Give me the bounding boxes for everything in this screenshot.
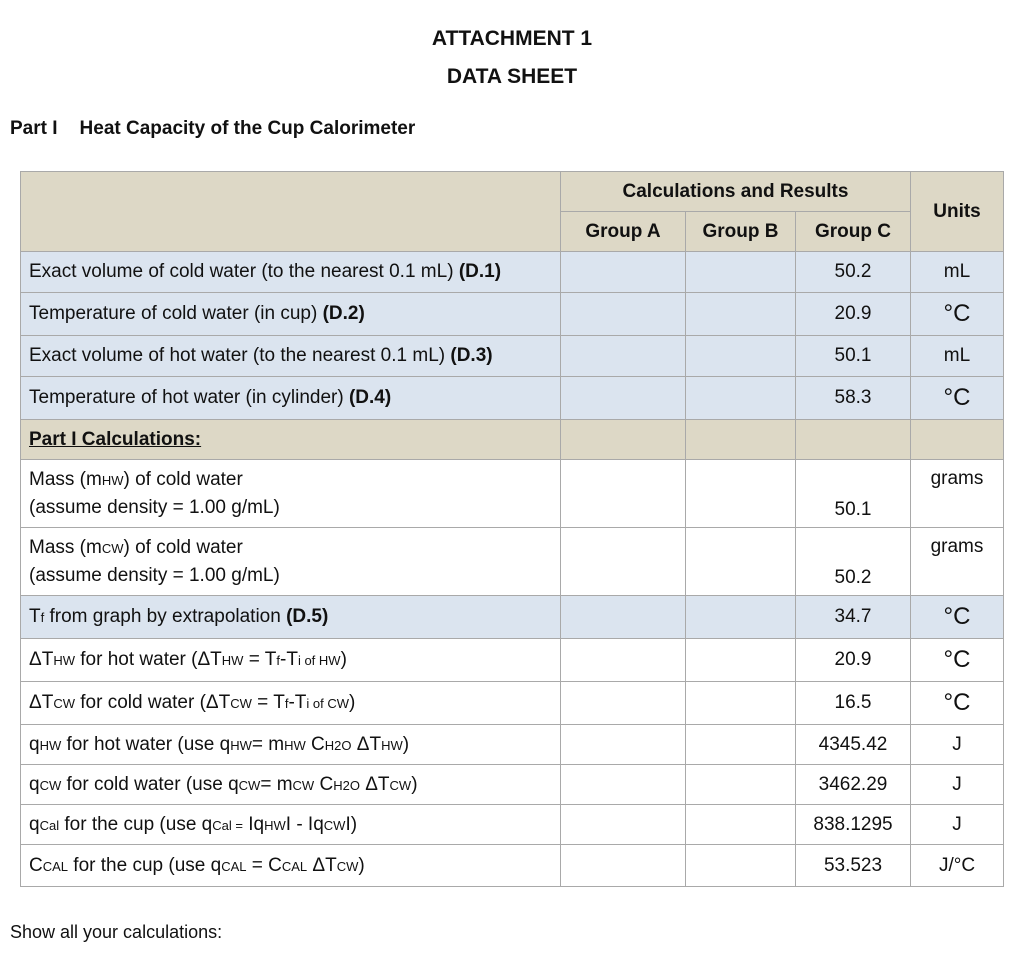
group-c-cell: 50.1 <box>796 460 911 528</box>
group-a-cell[interactable] <box>561 725 686 765</box>
unit-cell: °C <box>911 639 1004 682</box>
group-b-header: Group B <box>686 212 796 252</box>
group-b-cell[interactable] <box>686 460 796 528</box>
group-b-cell[interactable] <box>686 596 796 639</box>
unit-cell: °C <box>911 293 1004 336</box>
row-label: ΔTHW for hot water (ΔTHW = Tf-Ti of HW) <box>21 639 561 682</box>
group-a-cell[interactable] <box>561 765 686 805</box>
group-b-cell[interactable] <box>686 682 796 725</box>
group-b-cell[interactable] <box>686 528 796 596</box>
group-a-cell[interactable] <box>561 528 686 596</box>
row-label: qCW for cold water (use qCW= mCW CH2O ΔTCW) <box>21 765 561 805</box>
row-label: qHW for hot water (use qHW= mHW CH2O ΔTHW) <box>21 725 561 765</box>
group-a-cell[interactable] <box>561 639 686 682</box>
group-a-cell[interactable] <box>561 336 686 377</box>
group-a-cell[interactable] <box>561 252 686 293</box>
data-table <box>20 171 1004 887</box>
units-header: Units <box>911 172 1004 252</box>
group-c-cell: 20.9 <box>796 293 911 336</box>
table-row <box>21 596 1004 639</box>
unit-cell: °C <box>911 682 1004 725</box>
group-c-cell: 20.9 <box>796 639 911 682</box>
group-b-cell[interactable] <box>686 765 796 805</box>
unit-cell: mL <box>911 336 1004 377</box>
unit-cell: J <box>911 805 1004 845</box>
group-a-cell[interactable] <box>561 845 686 887</box>
part-heading <box>10 118 415 140</box>
group-c-cell: 53.523 <box>796 845 911 887</box>
row-label: ΔTCW for cold water (ΔTCW = Tf-Ti of CW) <box>21 682 561 725</box>
row-label: Tf from graph by extrapolation (D.5) <box>21 596 561 639</box>
group-c-cell: 838.1295 <box>796 805 911 845</box>
section-label: Part I Calculations: <box>21 420 561 460</box>
row-label: Exact volume of hot water (to the nearest 0.1 mL) (D.3) <box>21 336 561 377</box>
unit-cell: grams <box>911 460 1004 528</box>
group-b-cell[interactable] <box>686 377 796 420</box>
row-label: Temperature of cold water (in cup) (D.2) <box>21 293 561 336</box>
row-label: Mass (mHW) of cold water (assume density = 1.00 g/mL) <box>21 460 561 528</box>
group-b-cell[interactable] <box>686 336 796 377</box>
data-sheet-title: DATA SHEET <box>446 65 578 88</box>
attachment-title: ATTACHMENT 1 <box>431 27 593 50</box>
table-row <box>21 460 1004 528</box>
table-row <box>21 682 1004 725</box>
group-c-cell: 50.1 <box>796 336 911 377</box>
group-a-header: Group A <box>561 212 686 252</box>
group-a-cell[interactable] <box>561 805 686 845</box>
group-c-header: Group C <box>796 212 911 252</box>
group-a-cell[interactable] <box>561 460 686 528</box>
row-label: Temperature of hot water (in cylinder) (D.4) <box>21 377 561 420</box>
group-a-cell[interactable] <box>561 377 686 420</box>
table-row <box>21 293 1004 336</box>
row-label: CCAL for the cup (use qCAL = CCAL ΔTCW) <box>21 845 561 887</box>
table-header-row <box>21 172 1004 212</box>
part-title: Heat Capacity of the Cup Calorimeter <box>79 118 416 139</box>
table-row <box>21 377 1004 420</box>
unit-cell: grams <box>911 528 1004 596</box>
unit-cell: mL <box>911 252 1004 293</box>
group-a-cell[interactable] <box>561 293 686 336</box>
unit-cell: J <box>911 725 1004 765</box>
blank-header-cell <box>21 172 561 252</box>
row-label: Mass (mCW) of cold water (assume density = 1.00 g/mL) <box>21 528 561 596</box>
group-c-cell: 34.7 <box>796 596 911 639</box>
table-row <box>21 639 1004 682</box>
table-row <box>21 528 1004 596</box>
table-row <box>21 252 1004 293</box>
group-b-cell[interactable] <box>686 252 796 293</box>
unit-cell: J <box>911 765 1004 805</box>
table-row <box>21 336 1004 377</box>
group-c-cell: 50.2 <box>796 528 911 596</box>
group-b-cell[interactable] <box>686 639 796 682</box>
group-a-cell[interactable] <box>561 596 686 639</box>
unit-cell: °C <box>911 596 1004 639</box>
table-row <box>21 805 1004 845</box>
group-c-cell: 3462.29 <box>796 765 911 805</box>
group-c-cell: 16.5 <box>796 682 911 725</box>
table-row <box>21 765 1004 805</box>
group-a-cell[interactable] <box>561 682 686 725</box>
section-row <box>21 420 1004 460</box>
group-b-cell[interactable] <box>686 845 796 887</box>
row-label: qCal for the cup (use qCal = IqHWI - IqCWI) <box>21 805 561 845</box>
unit-cell: °C <box>911 377 1004 420</box>
group-b-cell[interactable] <box>686 725 796 765</box>
group-c-cell: 58.3 <box>796 377 911 420</box>
group-c-cell: 4345.42 <box>796 725 911 765</box>
table-row <box>21 725 1004 765</box>
group-b-cell[interactable] <box>686 293 796 336</box>
unit-cell: J/°C <box>911 845 1004 887</box>
part-label: Part I <box>10 118 58 139</box>
row-label: Exact volume of cold water (to the nearest 0.1 mL) (D.1) <box>21 252 561 293</box>
calc-results-header: Calculations and Results <box>561 172 911 212</box>
group-b-cell[interactable] <box>686 805 796 845</box>
table-row <box>21 845 1004 887</box>
show-calculations-note: Show all your calculations: <box>10 922 223 942</box>
group-c-cell: 50.2 <box>796 252 911 293</box>
